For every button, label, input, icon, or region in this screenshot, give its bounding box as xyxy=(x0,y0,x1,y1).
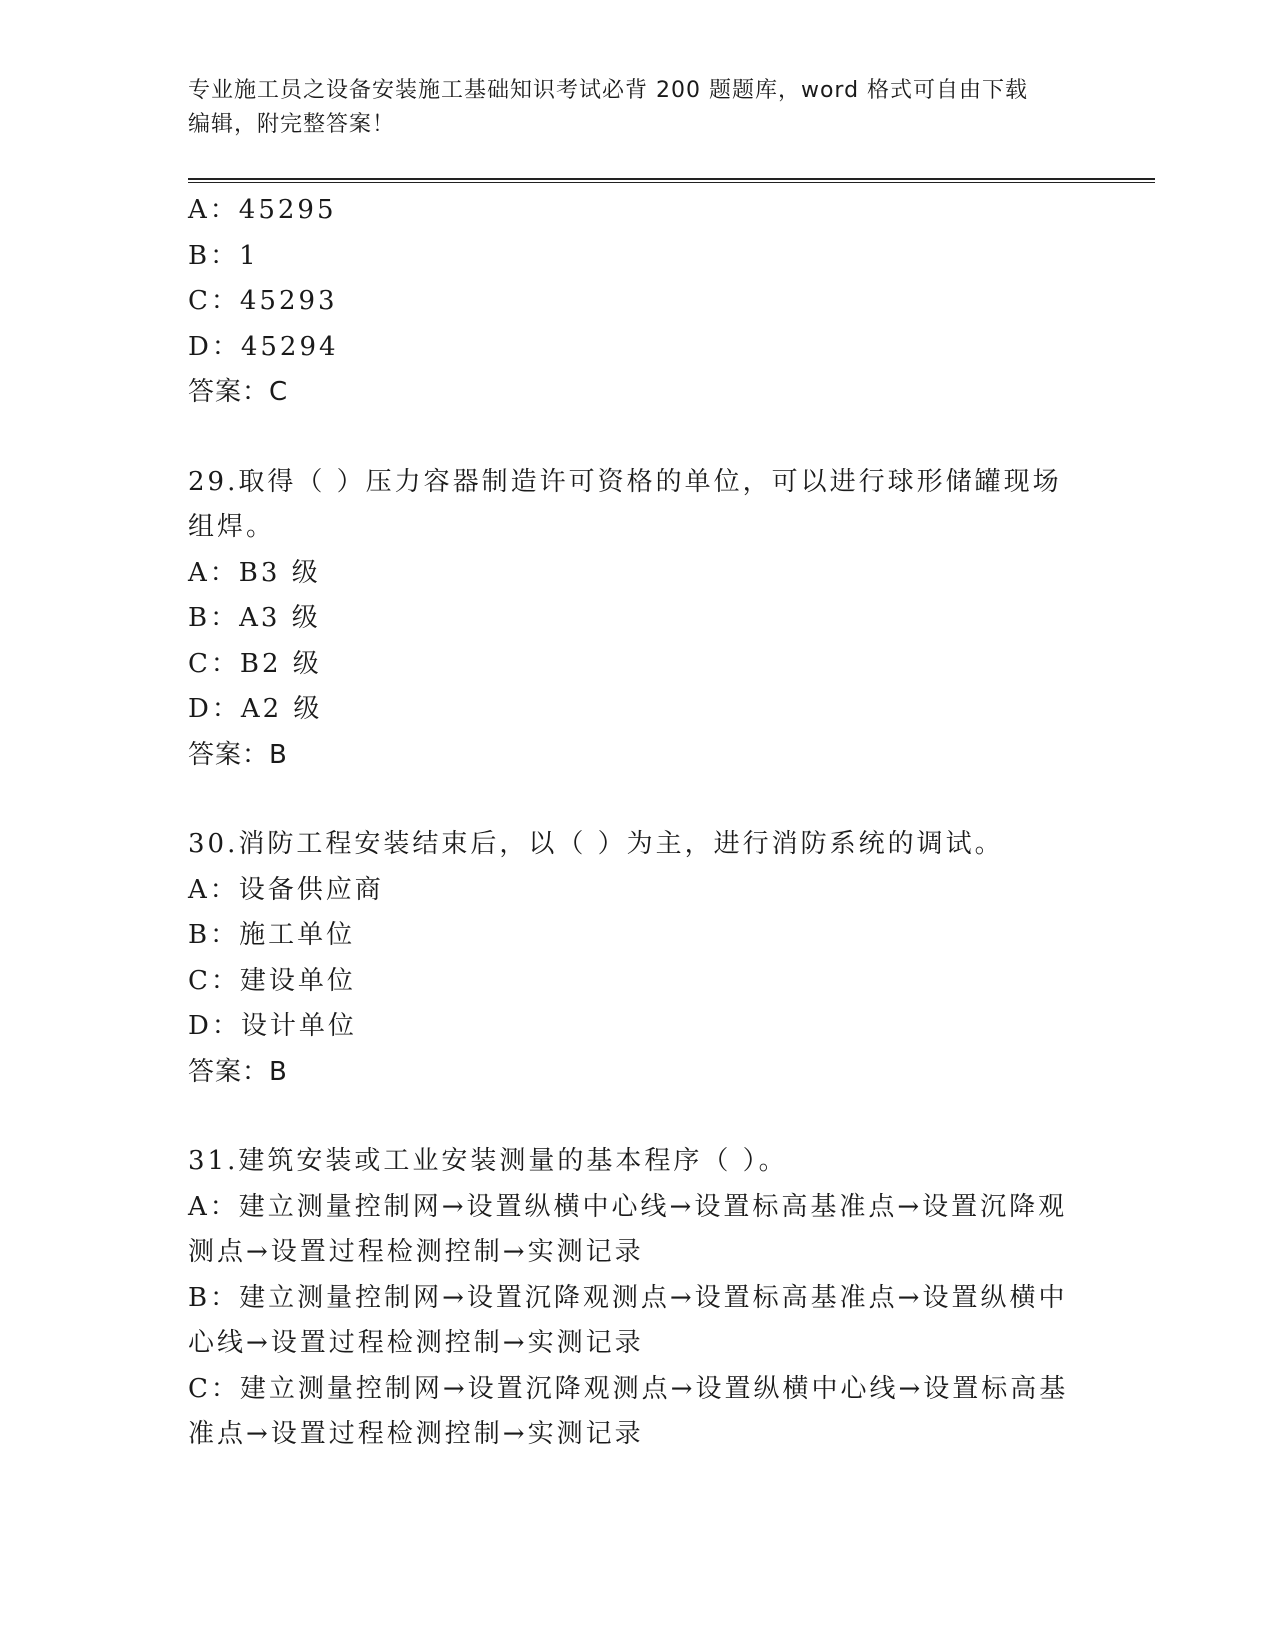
option-b-line-1: B：建立测量控制网→设置沉降观测点→设置标高基准点→设置纵横中 xyxy=(188,1282,1068,1313)
header-title-line-1: 专业施工员之设备安装施工基础知识考试必背 200 题题库，word 格式可自由下载 xyxy=(188,78,1029,103)
option-a: A：设备供应商 xyxy=(188,874,384,905)
option-b: B：1 xyxy=(188,240,259,271)
document-header xyxy=(188,74,1088,142)
option-a: A：45295 xyxy=(188,195,337,225)
option-b-line-2: 心线→设置过程检测控制→实测记录 xyxy=(188,1328,644,1358)
option-c-line-2: 准点→设置过程检测控制→实测记录 xyxy=(188,1419,644,1449)
spacer xyxy=(188,1095,1088,1139)
document-body xyxy=(188,188,1088,1458)
spacer xyxy=(188,778,1088,822)
question-30 xyxy=(188,822,1088,1095)
answer: 答案：B xyxy=(188,1056,288,1087)
question-text-line-1: 29.取得（ ）压力容器制造许可资格的单位，可以进行球形储罐现场 xyxy=(188,466,1062,497)
option-d: D：A2 级 xyxy=(188,694,323,724)
option-c: C：45293 xyxy=(188,286,338,316)
option-b: B：A3 级 xyxy=(188,603,321,633)
option-d: D：设计单位 xyxy=(188,1011,357,1041)
answer: 答案：C xyxy=(188,377,289,407)
option-a-line-2: 测点→设置过程检测控制→实测记录 xyxy=(188,1237,644,1267)
option-a: A：B3 级 xyxy=(188,557,321,588)
option-d: D：45294 xyxy=(188,331,339,362)
option-c: C：B2 级 xyxy=(188,648,322,679)
option-b: B：施工单位 xyxy=(188,920,356,950)
question-text-line-1: 31.建筑安装或工业安装测量的基本程序（ ）。 xyxy=(188,1146,788,1176)
question-31 xyxy=(188,1139,1088,1458)
option-c-line-1: C：建立测量控制网→设置沉降观测点→设置纵横中心线→设置标高基 xyxy=(188,1373,1069,1404)
question-29 xyxy=(188,460,1088,779)
answer: 答案：B xyxy=(188,739,288,770)
header-title-line-2: 编辑，附完整答案！ xyxy=(188,112,396,137)
option-c: C：建设单位 xyxy=(188,965,356,996)
question-28 xyxy=(188,188,1088,416)
question-text-line-2: 组焊。 xyxy=(188,512,276,542)
header-divider xyxy=(188,178,1155,183)
option-a-line-1: A：建立测量控制网→设置纵横中心线→设置标高基准点→设置沉降观 xyxy=(188,1191,1068,1222)
spacer xyxy=(188,416,1088,460)
question-text-line-1: 30.消防工程安装结束后，以（ ）为主，进行消防系统的调试。 xyxy=(188,829,1004,859)
